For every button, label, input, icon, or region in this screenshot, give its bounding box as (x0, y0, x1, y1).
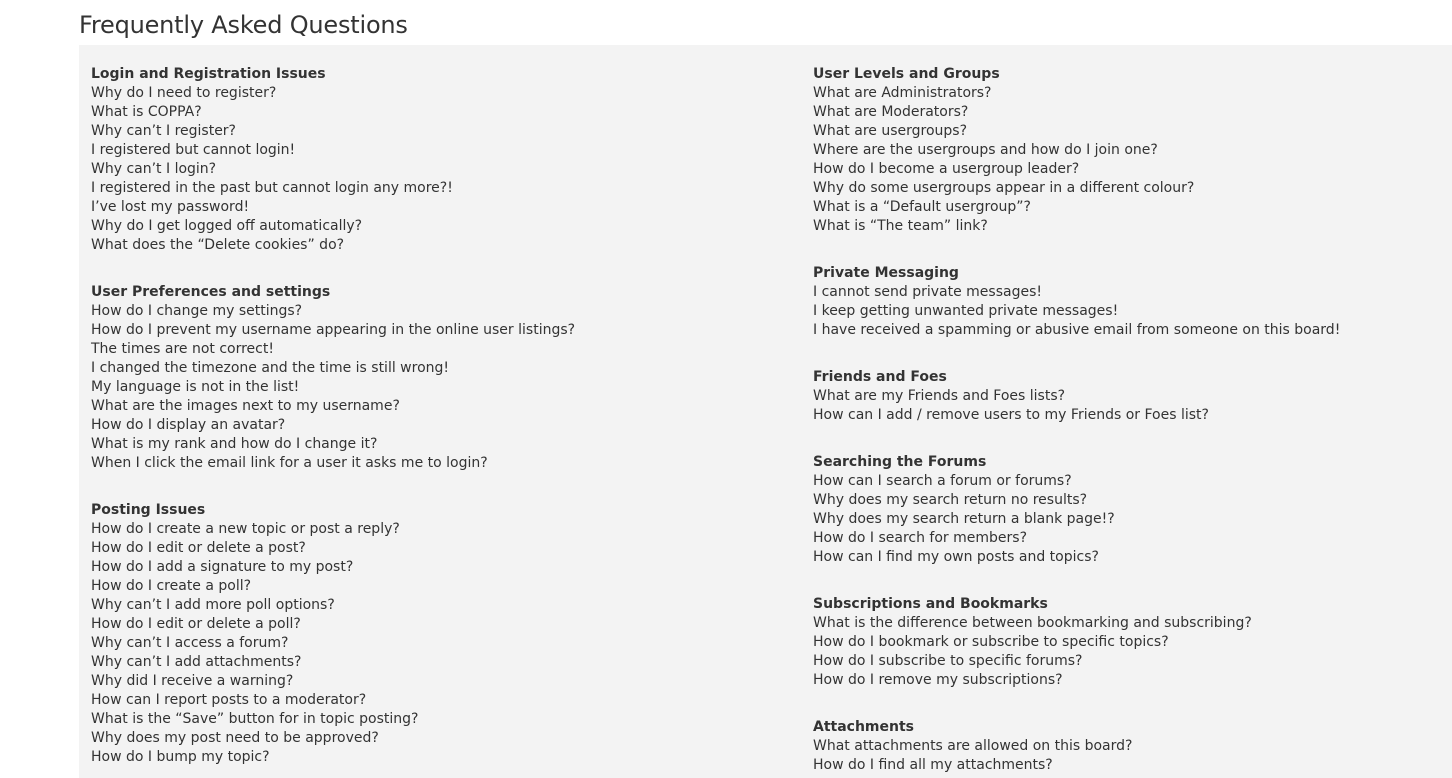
faq-question-link[interactable]: Why does my search return a blank page!? (813, 511, 1115, 527)
list-item (91, 236, 791, 255)
list-item (91, 710, 791, 729)
list-item (91, 435, 791, 454)
faq-question-link[interactable]: How do I add a signature to my post? (91, 559, 354, 575)
list-item (91, 672, 791, 691)
list-item (91, 179, 791, 198)
faq-question-list (91, 520, 791, 767)
list-item (91, 748, 791, 767)
faq-question-link[interactable]: Why can’t I login? (91, 161, 217, 177)
list-item (91, 615, 791, 634)
faq-question-link[interactable]: What attachments are allowed on this board? (813, 738, 1133, 754)
list-item (813, 633, 1433, 652)
faq-left-column (91, 65, 791, 778)
faq-question-link[interactable]: How do I become a usergroup leader? (813, 161, 1080, 177)
list-item (813, 160, 1433, 179)
faq-question-link[interactable]: How do I change my settings? (91, 303, 303, 319)
faq-question-list (91, 302, 791, 473)
list-item (813, 614, 1433, 633)
list-item (813, 529, 1433, 548)
list-item (813, 548, 1433, 567)
faq-section-posting-issues (91, 501, 791, 767)
faq-question-link[interactable]: How do I edit or delete a post? (91, 540, 306, 556)
faq-question-link[interactable]: How do I create a new topic or post a reply? (91, 521, 400, 537)
faq-question-link[interactable]: Why do I get logged off automatically? (91, 218, 363, 234)
faq-question-list (813, 472, 1433, 567)
list-item (91, 577, 791, 596)
list-item (813, 510, 1433, 529)
list-item (813, 321, 1433, 340)
list-item (91, 302, 791, 321)
faq-question-link[interactable]: How do I edit or delete a poll? (91, 616, 301, 632)
section-title: Login and Registration Issues (91, 66, 326, 82)
faq-section-subscriptions-and-bookmarks (813, 595, 1433, 690)
faq-question-link[interactable]: What does the “Delete cookies” do? (91, 237, 345, 253)
list-item (813, 756, 1433, 775)
list-item (91, 359, 791, 378)
list-item (91, 691, 791, 710)
faq-question-link[interactable]: How do I display an avatar? (91, 417, 286, 433)
list-item (813, 84, 1433, 103)
section-title: User Preferences and settings (91, 284, 331, 300)
faq-question-link[interactable]: I cannot send private messages! (813, 284, 1042, 300)
faq-question-link[interactable]: I registered but cannot login! (91, 142, 296, 158)
faq-section-attachments (813, 718, 1433, 775)
faq-question-list (813, 84, 1433, 236)
list-item (813, 283, 1433, 302)
faq-question-link[interactable]: What are usergroups? (813, 123, 967, 139)
list-item (813, 198, 1433, 217)
faq-section-friends-and-foes (813, 368, 1433, 425)
section-title: Subscriptions and Bookmarks (813, 596, 1048, 612)
list-item (91, 141, 791, 160)
list-item (91, 340, 791, 359)
faq-question-link[interactable]: How do I remove my subscriptions? (813, 672, 1063, 688)
faq-question-link[interactable]: What is “The team” link? (813, 218, 988, 234)
list-item (813, 737, 1433, 756)
faq-section-login-and-registration-issues (91, 65, 791, 255)
faq-question-link[interactable]: Why can’t I add more poll options? (91, 597, 335, 613)
list-item (91, 103, 791, 122)
list-item (91, 378, 791, 397)
faq-question-list (813, 387, 1433, 425)
faq-question-link[interactable]: How do I bookmark or subscribe to specific topics? (813, 634, 1169, 650)
faq-question-link[interactable]: I changed the timezone and the time is still wrong! (91, 360, 450, 376)
faq-question-link[interactable]: How do I prevent my username appearing in the online user listings? (91, 322, 576, 338)
faq-question-link[interactable]: Why do I need to register? (91, 85, 277, 101)
faq-question-link[interactable]: How do I bump my topic? (91, 749, 270, 765)
faq-question-link[interactable]: How can I add / remove users to my Friends or Foes list? (813, 407, 1209, 423)
section-title: Friends and Foes (813, 369, 947, 385)
list-item (91, 160, 791, 179)
faq-question-link[interactable]: What are Moderators? (813, 104, 969, 120)
faq-question-link[interactable]: When I click the email link for a user it asks me to login? (91, 455, 488, 471)
section-title: Private Messaging (813, 265, 959, 281)
faq-right-column (813, 65, 1433, 778)
faq-question-link[interactable]: Why do some usergroups appear in a different colour? (813, 180, 1195, 196)
faq-question-link[interactable]: How do I subscribe to specific forums? (813, 653, 1083, 669)
list-item (91, 634, 791, 653)
list-item (91, 729, 791, 748)
faq-question-link[interactable]: My language is not in the list! (91, 379, 300, 395)
list-item (91, 596, 791, 615)
faq-section-searching-the-forums (813, 453, 1433, 567)
faq-question-link[interactable]: How can I find my own posts and topics? (813, 549, 1099, 565)
faq-question-link[interactable]: I’ve lost my password! (91, 199, 250, 215)
list-item (813, 302, 1433, 321)
section-title: Attachments (813, 719, 915, 735)
faq-question-link[interactable]: Why does my post need to be approved? (91, 730, 379, 746)
faq-section-user-levels-and-groups (813, 65, 1433, 236)
faq-question-link[interactable]: What are my Friends and Foes lists? (813, 388, 1066, 404)
faq-section-user-preferences-and-settings (91, 283, 791, 473)
list-item (813, 179, 1433, 198)
section-title: Searching the Forums (813, 454, 987, 470)
list-item (91, 653, 791, 672)
faq-question-link[interactable]: I registered in the past but cannot login any more?! (91, 180, 453, 196)
faq-question-link[interactable]: Where are the usergroups and how do I join one? (813, 142, 1158, 158)
list-item (91, 321, 791, 340)
faq-question-list (813, 614, 1433, 690)
list-item (91, 122, 791, 141)
faq-question-link[interactable]: Why did I receive a warning? (91, 673, 294, 689)
list-item (91, 416, 791, 435)
list-item (813, 387, 1433, 406)
section-title: Posting Issues (91, 502, 206, 518)
section-title: User Levels and Groups (813, 66, 1000, 82)
list-item (813, 141, 1433, 160)
faq-question-link[interactable]: What is the “Save” button for in topic posting? (91, 711, 419, 727)
faq-panel (79, 45, 1452, 778)
faq-question-link[interactable]: What is the difference between bookmarking and subscribing? (813, 615, 1252, 631)
list-item (91, 217, 791, 236)
faq-question-link[interactable]: Why does my search return no results? (813, 492, 1088, 508)
faq-question-link[interactable]: How can I search a forum or forums? (813, 473, 1072, 489)
list-item (91, 539, 791, 558)
faq-section-private-messaging (813, 264, 1433, 340)
faq-question-list (91, 84, 791, 255)
faq-question-link[interactable]: How do I find all my attachments? (813, 757, 1053, 773)
list-item (813, 217, 1433, 236)
faq-question-link[interactable]: I have received a spamming or abusive email from someone on this board! (813, 322, 1341, 338)
faq-question-list (813, 737, 1433, 775)
faq-question-link[interactable]: What is my rank and how do I change it? (91, 436, 378, 452)
faq-question-link[interactable]: The times are not correct! (91, 341, 274, 357)
list-item (91, 558, 791, 577)
list-item (91, 454, 791, 473)
faq-question-link[interactable]: How do I search for members? (813, 530, 1027, 546)
list-item (813, 122, 1433, 141)
list-item (813, 671, 1433, 690)
faq-question-link[interactable]: What are Administrators? (813, 85, 992, 101)
list-item (91, 84, 791, 103)
faq-question-list (813, 283, 1433, 340)
faq-question-link[interactable]: I keep getting unwanted private messages! (813, 303, 1119, 319)
page-title: Frequently Asked Questions (79, 11, 408, 39)
faq-question-link[interactable]: What is a “Default usergroup”? (813, 199, 1031, 215)
faq-question-link[interactable]: What are the images next to my username? (91, 398, 400, 414)
faq-question-link[interactable]: Why can’t I add attachments? (91, 654, 302, 670)
faq-question-link[interactable]: How can I report posts to a moderator? (91, 692, 367, 708)
list-item (813, 472, 1433, 491)
list-item (813, 491, 1433, 510)
list-item (813, 406, 1433, 425)
faq-question-link[interactable]: How do I create a poll? (91, 578, 252, 594)
list-item (813, 103, 1433, 122)
list-item (91, 397, 791, 416)
list-item (91, 198, 791, 217)
list-item (813, 652, 1433, 671)
faq-question-link[interactable]: What is COPPA? (91, 104, 202, 120)
faq-question-link[interactable]: Why can’t I access a forum? (91, 635, 289, 651)
faq-question-link[interactable]: Why can’t I register? (91, 123, 236, 139)
list-item (91, 520, 791, 539)
